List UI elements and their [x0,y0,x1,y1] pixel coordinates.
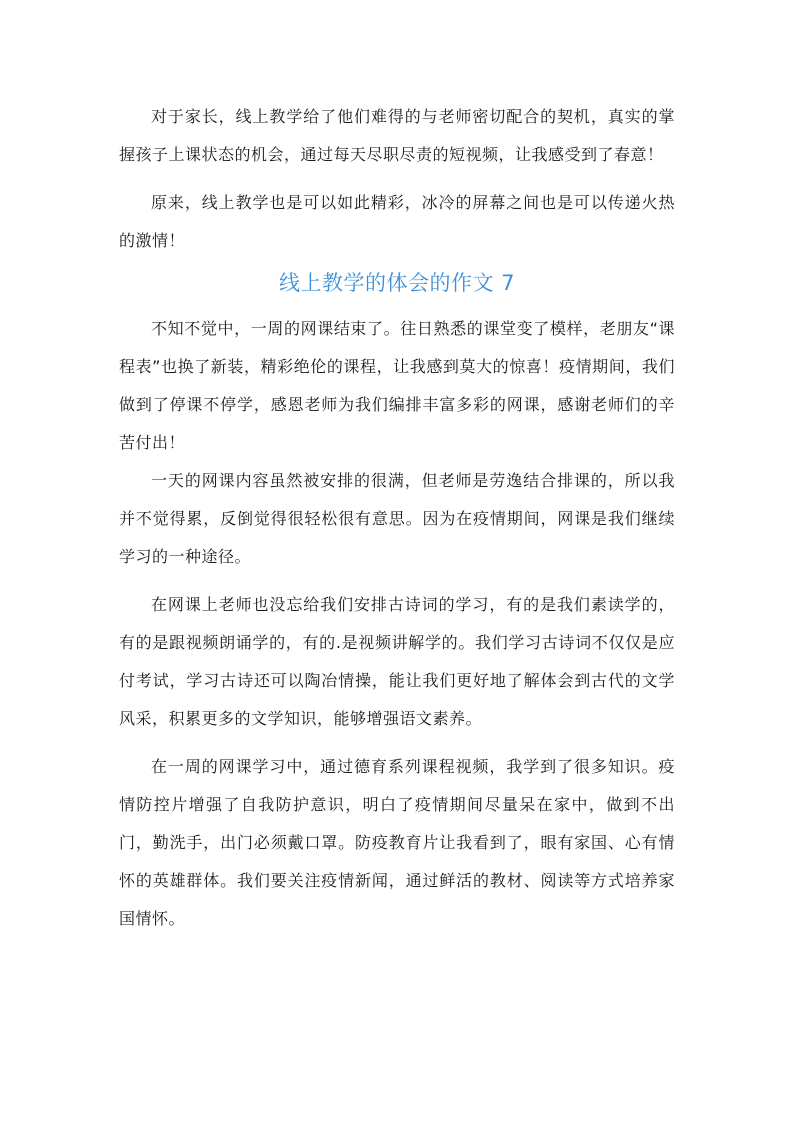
paragraph: 在一周的网课学习中，通过德育系列课程视频，我学到了很多知识。疫情防控片增强了自我防护意识，明白了疫情期间尽量呆在家中，做到不出门，勤洗手，出门必须戴口罩。防疫教育片让我看到了，眼有家国、心有情怀的英雄群体。我们要关注疫情新闻，通过鲜活的教材、阅读等方式培养家国情怀。 [119,757,675,928]
paragraph: 在网课上老师也没忘给我们安排古诗词的学习，有的是我们素读学的，有的是跟视频朗诵学的，有的.是视频讲解学的。我们学习古诗词不仅仅是应付考试，学习古诗还可以陶冶情操，能让我们更好地了解体会到古代的文学风采，积累更多的文学知识，能够增强语文素养。 [119,595,675,728]
paragraph: 一天的网课内容虽然被安排的很满，但老师是劳逸结合排课的，所以我并不觉得累，反倒觉得很轻松很有意思。因为在疫情期间，网课是我们继续学习的一种途径。 [119,471,675,566]
paragraph: 不知不觉中，一周的网课结束了。往日熟悉的课堂变了模样，老朋友“课程表”也换了新装，精彩绝伦的课程，让我感到莫大的惊喜！疫情期间，我们做到了停课不停学，感恩老师为我们编排丰富多彩的网课，感谢老师们的辛苦付出！ [119,319,675,452]
paragraph: 对于家长，线上教学给了他们难得的与老师密切配合的契机，真实的掌握孩子上课状态的机会，通过每天尽职尽责的短视频，让我感受到了春意！ [119,107,675,164]
paragraph: 原来，线上教学也是可以如此精彩，冰冷的屏幕之间也是可以传递火热的激情！ [119,193,675,250]
section-title: 线上教学的体会的作文 7 [278,271,516,295]
document-body [119,98,675,948]
